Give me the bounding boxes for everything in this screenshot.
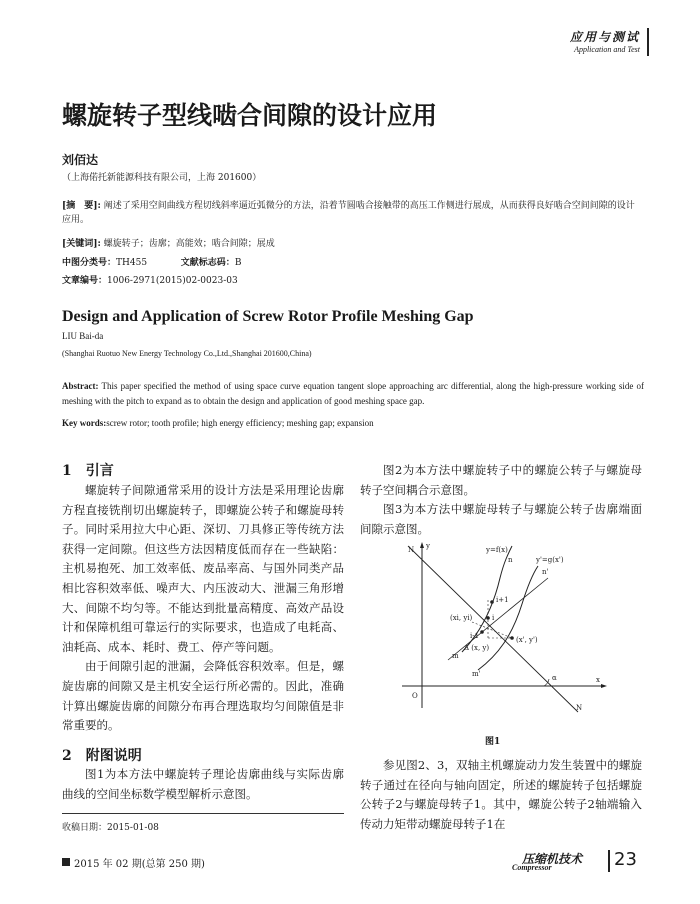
english-author: LIU Bai-da xyxy=(62,331,104,341)
label-i-plus-1: i+1 xyxy=(496,596,509,604)
figure-1-caption: 图1 xyxy=(485,737,501,747)
section-2-paragraph-1: 图1为本方法中螺旋转子理论齿廓曲线与实际齿廓曲线的空间坐标数学模型解析示意图。 xyxy=(62,767,344,801)
english-abstract xyxy=(62,379,644,409)
label-curve-yg: y'=g(x') xyxy=(536,556,564,564)
label-i: i xyxy=(492,614,495,622)
point-i-minus-1 xyxy=(480,630,484,634)
english-keywords-label: Key words: xyxy=(62,418,107,428)
figure-1-diagram xyxy=(400,540,610,720)
y-axis-arrow xyxy=(420,542,424,548)
label-y: y xyxy=(426,542,430,550)
english-affiliation: (Shanghai Ruotuo New Energy Technology Co.,Ltd.,Shanghai 201600,China) xyxy=(62,349,312,358)
x-axis-arrow xyxy=(601,684,607,688)
label-origin: O xyxy=(412,692,418,700)
classification xyxy=(62,255,241,268)
section-header-en: Application and Test xyxy=(574,45,640,54)
section-1-paragraph-1: 螺旋转子间隙通常采用的设计方法是采用理论齿廓方程直接铣削切出螺旋转子，即螺旋公转子和螺旋母转子。同时采用拉大中心距、深切、刀具修正等传统方法获得一定间隙。但这些方法因精度低而存在一些缺陷：主机易抱死、加工效率低、废品率高、与国外同类产品相比容积效率低、噪声大、内压波动大、泄漏三角形增大、间隙不均匀等。不能达到批量高精度、高效产品设计和保障机组可靠运行的实际要求，也造成了电耗高、油耗高、成本、耗时、费工、停产等问题。 xyxy=(62,483,344,654)
doc-code-value: B xyxy=(234,258,242,268)
label-m: m xyxy=(452,652,459,660)
label-curve-yf: y=f(x) xyxy=(486,546,508,554)
label-alpha: α xyxy=(552,674,557,682)
keywords-cn-text: 螺旋转子；齿廓；高能效；啮合间隙；展成 xyxy=(103,239,275,249)
article-number xyxy=(62,273,238,286)
english-keywords-text: screw rotor; tooth profile; high energy efficiency; meshing gap; expansion xyxy=(106,418,374,428)
section-1-heading: 1 引言 xyxy=(62,463,114,479)
label-x: x xyxy=(596,676,600,684)
english-abstract-text: This paper specified the method of using space curve equation tangent slope approaching arc differential, along the high-pressure working side of meshing with the pitch to expand as to obtain the design and application of good meshing space gap. xyxy=(62,381,644,406)
right-paragraph-1: 图2为本方法中螺旋转子中的螺旋公转子与螺旋母转子空间耦合示意图。 xyxy=(360,463,642,497)
article-number-label: 文章编号： xyxy=(62,276,108,286)
right-paragraph-3: 参见图2、3，双轴主机螺旋动力发生装置中的螺旋转子通过在径向与轴向固定，所述的螺旋转子包括螺旋公转子2与螺旋母转子1。其中，螺旋公转子2轴端输入传动力矩带动螺旋母转子1在 xyxy=(360,758,642,831)
section-2-heading: 2 附图说明 xyxy=(62,748,142,764)
author: 刘佰达 xyxy=(62,153,99,167)
clc-value: TH455 xyxy=(116,258,148,268)
abstract-cn xyxy=(62,199,642,227)
doc-code-label: 文献标志码： xyxy=(180,258,235,268)
footer-square xyxy=(62,858,70,866)
journal-logo: 压缩机技术 xyxy=(522,852,583,866)
article-number-value: 1006-2971(2015)02-0023-03 xyxy=(107,276,238,286)
footer-divider xyxy=(608,850,610,872)
label-xi-yi: (xi, yi) xyxy=(450,614,473,622)
english-keywords xyxy=(62,418,644,428)
right-column-top xyxy=(360,461,642,539)
received-rule xyxy=(62,813,344,814)
section-header-cn: 应用与测试 xyxy=(569,30,640,44)
label-i-minus-1: i-1 xyxy=(470,632,480,640)
label-n-bottom: N xyxy=(576,704,583,712)
journal-logo-en: Compressor xyxy=(512,863,552,872)
label-n-prime: n' xyxy=(542,568,549,576)
footer-issue: 2015 年 02 期(总第 250 期) xyxy=(74,859,205,870)
paper-title: 螺旋转子型线啮合间隙的设计应用 xyxy=(62,101,438,130)
point-i-plus-1 xyxy=(490,600,494,604)
right-column-bottom xyxy=(360,756,642,834)
affiliation: （上海偌托新能源科技有限公司，上海 201600） xyxy=(62,173,262,183)
label-prime-xy: (x', y') xyxy=(516,636,538,644)
section-1-paragraph-2: 由于间隙引起的泄漏，会降低容积效率。但是，螺旋齿廓的间隙又是主机安全运行所必需的。因此，准确计算出螺旋齿廓的间隙分布再合理选取均匀间隙值是非常重要的。 xyxy=(62,659,344,733)
abstract-cn-text: 阐述了采用空间曲线方程切线斜率逼近弧微分的方法，沿着节圆啮合接触带的高压工作侧进行展成，从而获得良好啮合空间间隙的设计应用。 xyxy=(62,201,635,225)
section-2-body xyxy=(62,765,344,804)
english-title: Design and Application of Screw Rotor Profile Meshing Gap xyxy=(62,308,474,325)
point-prime xyxy=(510,636,514,640)
page-number: 23 xyxy=(614,849,637,870)
section-1-body xyxy=(62,481,344,736)
label-m-prime: m' xyxy=(472,670,481,678)
right-paragraph-2: 图3为本方法中螺旋母转子与螺旋公转子齿廓端面间隙示意图。 xyxy=(360,502,642,536)
keywords-cn xyxy=(62,236,275,249)
abstract-cn-label: [摘 要]: xyxy=(62,201,101,211)
label-n: n xyxy=(508,556,513,564)
label-delta-xy: Δ (x, y) xyxy=(464,644,490,652)
label-n-top: N xyxy=(408,546,415,554)
normal-line xyxy=(408,546,578,712)
english-abstract-label: Abstract: xyxy=(62,381,99,391)
point-i xyxy=(486,616,490,620)
header-divider xyxy=(647,28,649,56)
received-date: 收稿日期：2015-01-08 xyxy=(62,823,159,833)
keywords-cn-label: [关键词]: xyxy=(62,239,101,249)
clc-label: 中图分类号： xyxy=(62,258,117,268)
